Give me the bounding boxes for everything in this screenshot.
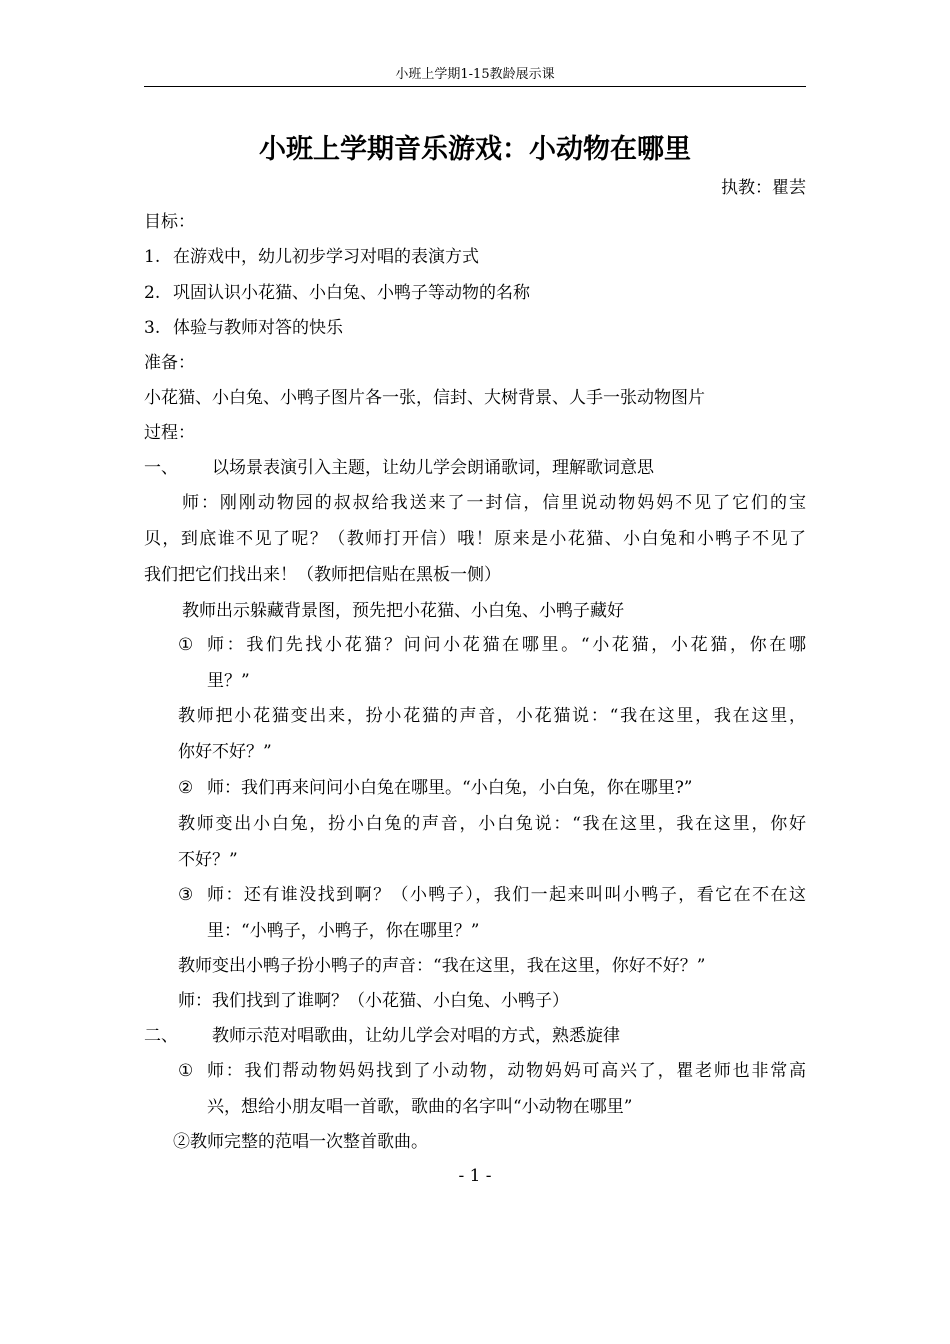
response-line: 你好不好？” <box>178 742 272 762</box>
goal-number: 3. <box>144 318 161 338</box>
response-line: 不好？” <box>178 850 238 870</box>
response-line: 教师变出小鸭子扮小鸭子的声音：“我在这里，我在这里，你好不好？” <box>178 956 706 976</box>
step-marker: ① <box>178 1061 194 1081</box>
section-number: 二、 <box>144 1026 178 1046</box>
section-title: 教师示范对唱歌曲，让幼儿学会对唱的方式，熟悉旋律 <box>212 1026 620 1046</box>
author-line: 执教：瞿芸 <box>721 178 806 198</box>
prep-text: 小花猫、小白兔、小鸭子图片各一张，信封、大树背景、人手一张动物图片 <box>144 388 705 408</box>
page-number: - 1 - <box>458 1166 492 1186</box>
paragraph-line: 师：刚刚动物园的叔叔给我送来了一封信，信里说动物妈妈不见了它们的宝 <box>182 493 806 513</box>
prep-heading: 准备： <box>144 353 195 373</box>
step-marker: ③ <box>178 885 194 905</box>
step-line: 师：我们先找小花猫？问问小花猫在哪里。“小花猫，小花猫，你在哪 <box>207 635 806 655</box>
goal-number: 2. <box>144 283 161 303</box>
page-header: 小班上学期1-15教龄展示课 <box>395 67 555 82</box>
paragraph-line: 我们把它们找出来！（教师把信贴在黑板一侧） <box>144 565 501 585</box>
section-heading <box>144 456 654 480</box>
step-line: ②教师完整的范唱一次整首歌曲。 <box>173 1132 428 1152</box>
paragraph-line: 教师出示躲藏背景图，预先把小花猫、小白兔、小鸭子藏好 <box>182 601 624 621</box>
step-line: 师：我们再来问问小白兔在哪里。“小白兔，小白兔，你在哪里?” <box>207 778 693 798</box>
section-heading <box>144 1024 620 1048</box>
goal-number: 1. <box>144 247 161 267</box>
summary-line: 师：我们找到了谁啊？（小花猫、小白兔、小鸭子） <box>178 991 569 1011</box>
step-line: 里？” <box>207 671 250 691</box>
goal-text: 巩固认识小花猫、小白兔、小鸭子等动物的名称 <box>173 283 530 303</box>
goal-item <box>144 281 530 305</box>
step-marker: ② <box>178 778 194 798</box>
header-rule <box>144 86 806 87</box>
paragraph-line: 贝，到底谁不见了呢？（教师打开信）哦！原来是小花猫、小白兔和小鸭子不见了 <box>144 529 806 549</box>
page-title: 小班上学期音乐游戏：小动物在哪里 <box>259 134 691 165</box>
step-line: 里：“小鸭子，小鸭子，你在哪里？” <box>207 921 480 941</box>
step-line: 师：还有谁没找到啊？（小鸭子），我们一起来叫叫小鸭子，看它在不在这 <box>207 885 806 905</box>
goal-item <box>144 245 479 269</box>
goal-text: 在游戏中，幼儿初步学习对唱的表演方式 <box>173 247 479 267</box>
response-line: 教师变出小白兔，扮小白兔的声音，小白兔说：“我在这里，我在这里，你好 <box>178 814 806 834</box>
response-line: 教师把小花猫变出来，扮小花猫的声音，小花猫说：“我在这里，我在这里， <box>178 706 806 726</box>
section-number: 一、 <box>144 458 178 478</box>
goals-heading: 目标： <box>144 212 195 232</box>
section-title: 以场景表演引入主题，让幼儿学会朗诵歌词，理解歌词意思 <box>212 458 654 478</box>
process-heading: 过程： <box>144 423 195 443</box>
goal-item <box>144 316 343 340</box>
step-marker: ① <box>178 635 194 655</box>
step-line: 兴，想给小朋友唱一首歌，歌曲的名字叫“小动物在哪里” <box>207 1097 633 1117</box>
goal-text: 体验与教师对答的快乐 <box>173 318 343 338</box>
step-line: 师：我们帮动物妈妈找到了小动物，动物妈妈可高兴了，瞿老师也非常高 <box>207 1061 806 1081</box>
